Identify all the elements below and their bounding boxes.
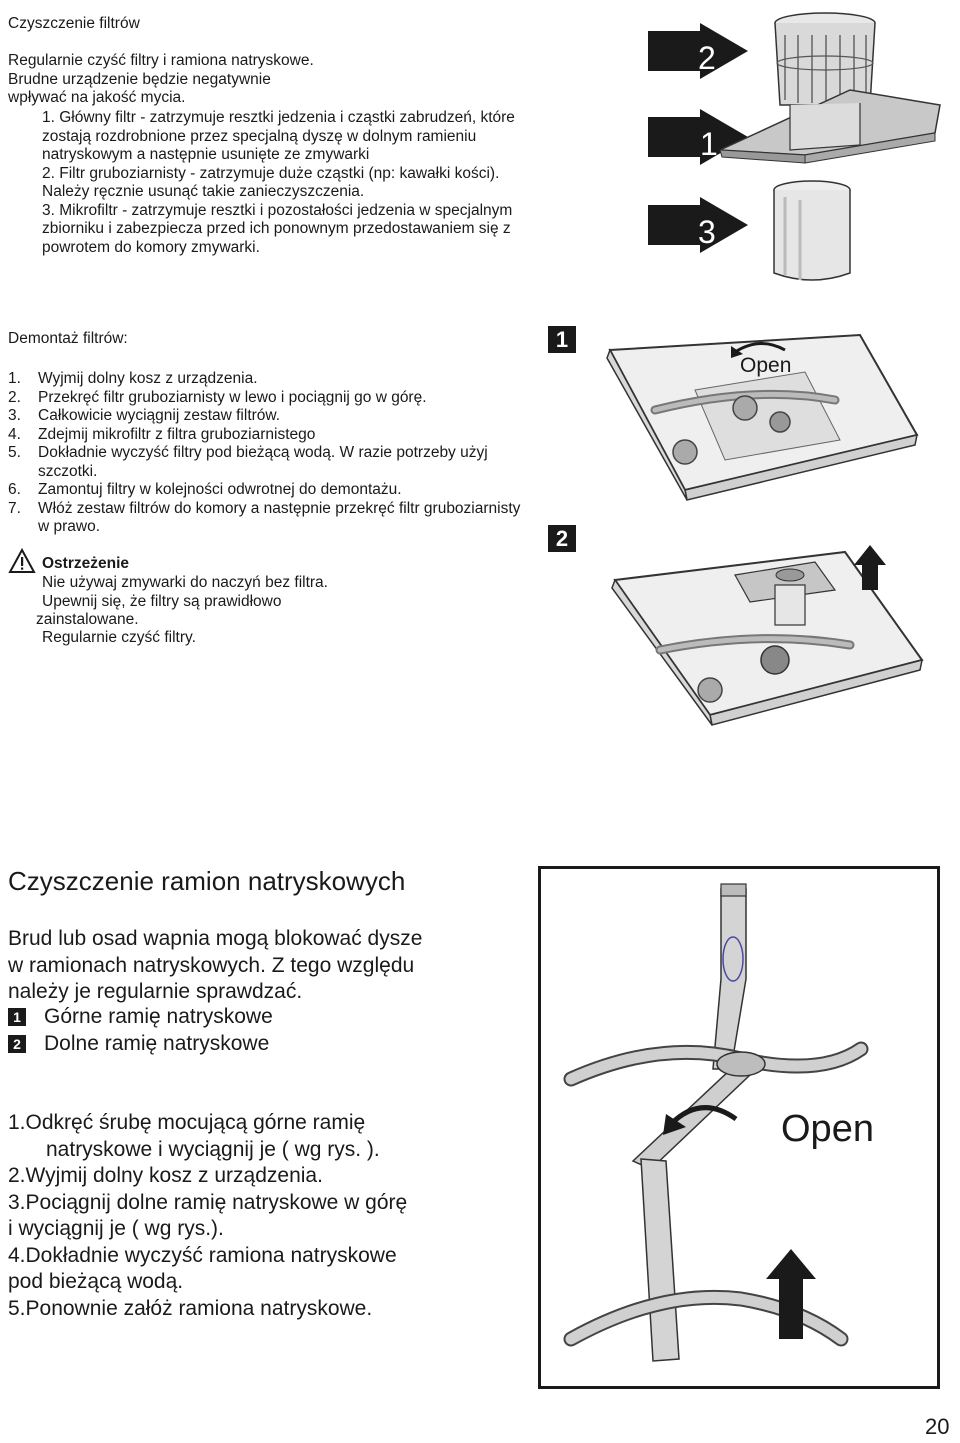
dishwasher-floor-figure-2 [600,540,930,740]
arm-badge-2: 2 [8,1035,26,1053]
list-item: 7. Włóż zestaw filtrów do komory a następnie przekręć filtr gruboziarnisty w prawo. [8,499,521,535]
list-item: 6. Zamontuj filtry w kolejności odwrotnej do demontażu. [8,481,402,498]
arrow-label-2 [648,23,748,79]
list-item: 5. Dokładnie wyczyść filtry pod bieżącą wodą. W razie potrzeby użyj szczotki. [8,444,488,480]
figure-badge-2: 2 [548,525,576,552]
page-number: 20 [925,1414,950,1439]
open-label-figure-1: Open [740,354,792,377]
section-title-spray-arms: Czyszczenie ramion natryskowych [8,866,406,896]
list-item: 2. Przekręć filtr gruboziarnisty w lewo i pociągnij go w górę. [8,388,427,406]
section-title-filters: Czyszczenie filtrów [8,15,140,32]
dishwasher-floor-figure-1 [595,330,925,530]
list-item: 1. Wyjmij dolny kosz z urządzenia. [8,370,258,387]
warning-line-1: Nie używaj zmywarki do naczyń bez filtra. [42,574,328,591]
main-filter-plate-drawing [720,90,940,163]
arrow-label-3 [648,197,748,253]
filters-description: 1. Główny filtr - zatrzymuje resztki jedzenia i cząstki zabrudzeń, które zostają rozdrobnione przez specjalną dyszę w dolnym ramieniu natryskowym a następnie usunięte ze zmywarki 2. Filtr gruboziarnisty - zatrzymuje duże cząstki (np: kawałki kości). Należy ręcznie usunąć takie zanieczyszczenia. 3. Mikrofiltr - zatrzymuje resztki i pozostałości jedzenia w specjalnym zbiorniku i zabezpiecza przed ich ponownym przedostawaniem się z powrotem do komory zmywarki. [42,109,515,256]
open-label-spray-arm: Open [781,1108,874,1150]
warning-line-3: zainstalowane. [36,611,139,628]
spray-arms-list [8,1004,508,1057]
disassembly-steps [8,370,533,537]
list-item: 1 Górne ramię natryskowe [8,1004,508,1031]
micro-filter-drawing [774,181,850,280]
warning-title: Ostrzeżenie [42,555,130,572]
label-3: 3 [698,214,716,250]
filter-assembly-figure [640,5,960,295]
spray-arm-figure-box [538,866,940,1389]
list-item: 4. Zdejmij mikrofiltr z filtra gruboziarnistego [8,425,316,443]
spray-arms-intro: Brud lub osad wapnia mogą blokować dysze w ramionach natryskowych. Z tego względu należy je regularnie sprawdzać. [8,927,423,1003]
section-title-disassembly: Demontaż filtrów: [8,330,128,347]
warning-line-2: Upewnij się, że filtry są prawidłowo [42,593,282,610]
filters-intro: Regularnie czyść filtry i ramiona natryskowe. Brudne urządzenie będzie negatywnie wpływać na jakość mycia. [8,52,314,106]
spray-arms-steps: 1.Odkręć śrubę mocującą górne ramię natryskowe i wyciągnij je ( wg rys. ). 2.Wyjmij dolny kosz z urządzenia. 3.Pociągnij dolne ramię natryskowe w górę i wyciągnij je ( wg rys.). 4.Dokładnie wyczyść ramiona natryskowe pod bieżącą wodą. 5.Ponownie załóż ramiona natryskowe. [8,1111,408,1320]
spray-arm-figure [541,869,937,1386]
list-item: 2 Dolne ramię natryskowe [8,1031,508,1058]
label-1: 1 [700,126,718,162]
arm-badge-1: 1 [8,1008,26,1026]
label-2: 2 [698,40,716,76]
figure-badge-1: 1 [548,326,576,353]
list-item: 3. Całkowicie wyciągnij zestaw filtrów. [8,407,281,424]
warning-line-4: Regularnie czyść filtry. [42,629,196,646]
warning-triangle-icon [8,548,36,574]
